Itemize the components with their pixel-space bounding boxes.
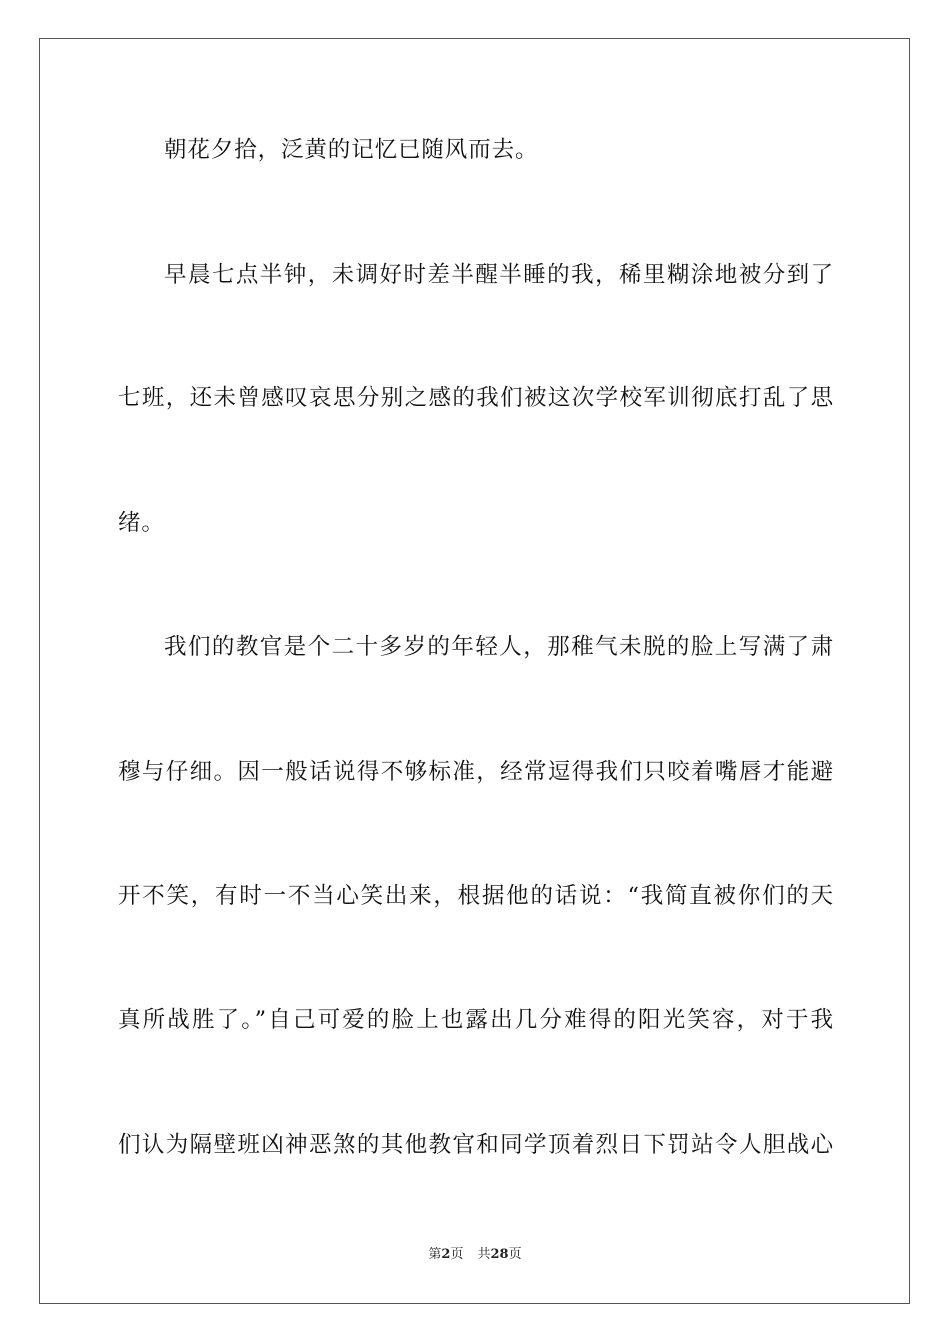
paragraph-1-line-1: 朝花夕拾，泛黄的记忆已随风而去。 (164, 137, 539, 163)
paragraph-2-line-3: 绪。 (118, 510, 165, 536)
total-suffix: 页 (508, 1247, 522, 1262)
paragraph-3-line-2: 穆与仔细。因一般话说得不够标准，经常逗得我们只咬着嘴唇才能避 (118, 759, 834, 785)
paragraph-2-line-1: 早晨七点半钟，未调好时差半醒半睡的我，稀里糊涂地被分到了 (164, 262, 834, 288)
paragraph-3-line-4: 真所战胜了。”自己可爱的脸上也露出几分难得的阳光笑容，对于我 (118, 1007, 834, 1033)
total-prefix: 共 (477, 1247, 491, 1262)
paragraph-3-line-5: 们认为隔壁班凶神恶煞的其他教官和同学顶着烈日下罚站令人胆战心 (118, 1132, 834, 1158)
page-number: 2 (441, 1247, 451, 1262)
page-border (39, 38, 910, 1304)
total-pages: 28 (490, 1247, 509, 1262)
paragraph-3-line-1: 我们的教官是个二十多岁的年轻人，那稚气未脱的脸上写满了肃 (164, 634, 834, 660)
paragraph-3-line-3: 开不笑，有时一不当心笑出来，根据他的话说：“我简直被你们的天 (118, 883, 834, 909)
paragraph-2-line-2: 七班，还未曾感叹哀思分别之感的我们被这次学校军训彻底打乱了思 (118, 385, 834, 411)
page-suffix: 页 (450, 1247, 464, 1262)
page-prefix: 第 (428, 1247, 442, 1262)
page-footer (0, 1246, 950, 1264)
